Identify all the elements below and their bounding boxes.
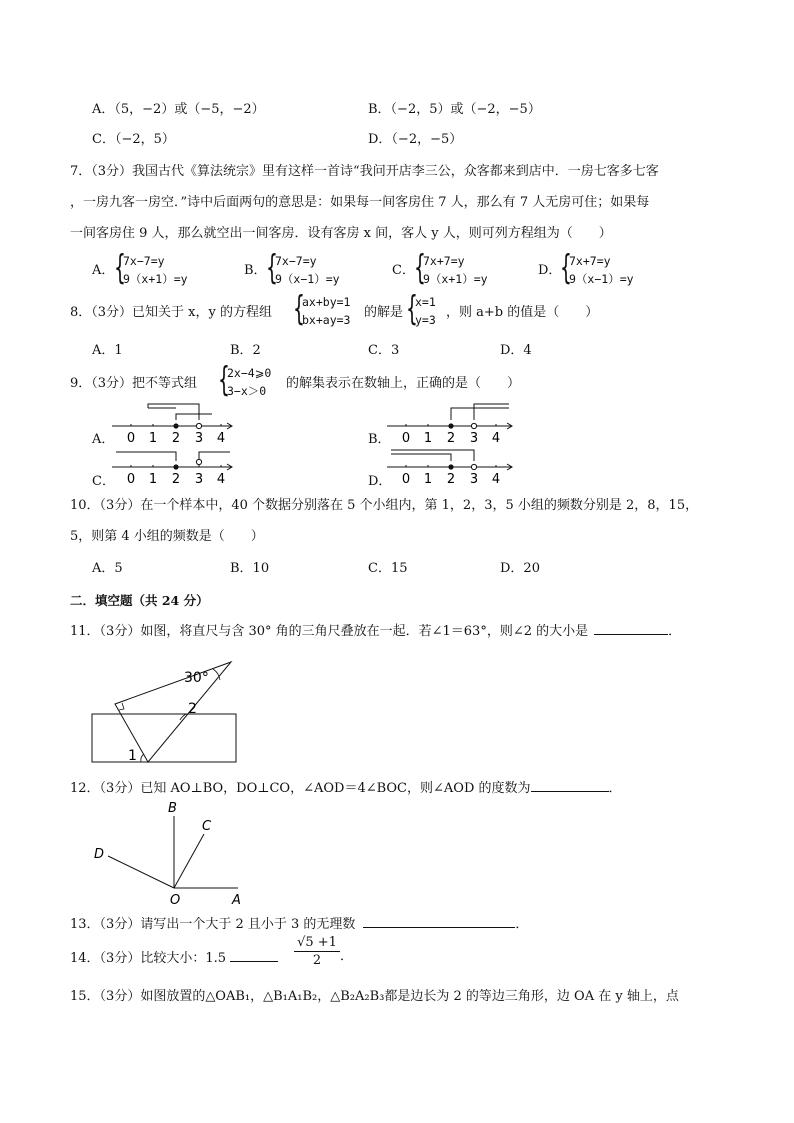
q9-prefix: 9．（3分）把不等式组 (70, 376, 198, 391)
q9-number-line-c (112, 446, 237, 490)
q7-line-2: ，一房九客一房空．”诗中后面两句的意思是：如果每一间客房住 7 人，那么有 7 人无房可住；如果每 (70, 195, 650, 210)
q7-option-a-label: A． (92, 263, 115, 278)
equation-row: 9（x+1）=y (123, 272, 188, 286)
q9-suffix: 的解集表示在数轴上，正确的是（ ） (286, 376, 521, 391)
q12-figure (88, 798, 258, 908)
equation-row: 7x+7=y (423, 254, 465, 268)
tick-label: 3 (194, 472, 204, 487)
q14-question: 14．（3分）比较大小：1.5 (70, 951, 226, 966)
q13-question: 13．（3分）请写出一个大于 2 且小于 3 的无理数 (70, 917, 356, 932)
section-title-fill-in: 二．填空题（共 24 分） (70, 593, 209, 608)
equation-row: y=3 (415, 313, 436, 327)
equation-row: 9（x−1）=y (569, 272, 634, 286)
q10-option-d: D．20 (500, 561, 540, 576)
answer-blank (363, 914, 515, 928)
q8-prefix: 8．（3分）已知关于 x，y 的方程组 (70, 305, 272, 320)
q10-line-2: 5，则第 4 小组的频数是（ ） (70, 529, 264, 544)
q9-number-line-b (387, 402, 517, 448)
fraction-numerator: √5 +1 (294, 934, 340, 952)
q10-option-a: A．5 (92, 561, 123, 576)
q6-option-b: B．（−2，5）或（−2，−5） (368, 102, 541, 117)
q6-option-d: D．（−2，−5） (368, 132, 463, 147)
label-o: O (170, 893, 181, 908)
q8-option-c: C．3 (368, 343, 400, 358)
q10-option-b: B．10 (230, 561, 270, 576)
equation-row: bx+ay=3 (302, 313, 351, 327)
q11-figure (88, 650, 248, 765)
q11-text (70, 621, 681, 641)
q15-text: 15．（3分）如图放置的△OAB₁，△B₁A₁B₂，△B₂A₂B₃都是边长为 2 的等边三角形，边 OA 在 y 轴上，点 (70, 989, 679, 1004)
q7-line-3: 一间客房住 9 人，那么就空出一间客房．设有客房 x 间，客人 y 人，则可列方程组为（ ） (70, 226, 612, 241)
q9-number-line-d (387, 446, 517, 490)
answer-blank (230, 948, 278, 962)
tick-label: 0 (401, 472, 411, 487)
tick-label: 2 (171, 472, 181, 487)
q9-option-d-label: D． (368, 474, 392, 489)
q10-option-c: C．15 (368, 561, 408, 576)
q8-option-d: D．4 (500, 343, 532, 358)
q7-option-c-system: { 7x+7=y 9（x+1）=y (414, 248, 488, 288)
q7-option-a-system: { 7x−7=y 9（x+1）=y (114, 248, 188, 288)
q12-text (70, 778, 622, 798)
q7-option-b-label: B． (244, 263, 267, 278)
q14-end: ． (340, 949, 354, 964)
equation-row: 9（x+1）=y (423, 272, 488, 286)
fraction-denominator: 2 (312, 953, 322, 968)
q10-line-1: 10．（3分）在一个样本中，40 个数据分别落在 5 个小组内，第 1，2，3，5 小组的频数分别是 2，8，15， (70, 498, 699, 513)
q9-option-b-label: B． (368, 432, 391, 447)
q6-option-a: A．（5，−2）或（−5，−2） (92, 102, 265, 117)
label-c: C (202, 819, 212, 834)
tick-label: 1 (423, 472, 433, 487)
tick-label: 3 (469, 472, 479, 487)
tick-label: 1 (148, 431, 158, 446)
label-a: A (232, 893, 241, 908)
tick-label: 3 (194, 431, 204, 446)
equation-row: 7x+7=y (569, 254, 611, 268)
inequality-row: 3−x＞0 (227, 384, 267, 398)
tick-label: 4 (216, 472, 226, 487)
equation-row: 7x−7=y (275, 254, 317, 268)
label-b: B (168, 801, 177, 816)
q9-option-a-label: A． (92, 432, 115, 447)
tick-label: 0 (401, 431, 411, 446)
q13-end: ． (515, 917, 529, 932)
tick-label: 2 (446, 431, 456, 446)
equation-row: 9（x−1）=y (275, 272, 340, 286)
q11-question: 11．（3分）如图，将直尺与含 30° 角的三角尺叠放在一起．若∠1＝63°，则∠2 的大小是 (70, 624, 589, 639)
q8-middle: 的解是 (364, 305, 404, 320)
tick-label: 4 (216, 431, 226, 446)
tick-label: 2 (446, 472, 456, 487)
tick-label: 1 (148, 472, 158, 487)
q11-end: ． (668, 624, 682, 639)
tick-label: 4 (491, 472, 501, 487)
label-angle-1: 1 (128, 748, 137, 764)
q14-fraction (294, 934, 340, 969)
answer-blank (531, 778, 609, 792)
q7-option-b-system: { 7x−7=y 9（x−1）=y (266, 248, 340, 288)
tick-label: 0 (126, 472, 136, 487)
q9-number-line-a (112, 402, 237, 448)
label-d: D (94, 847, 105, 862)
q13-text (70, 914, 528, 934)
label-30-degree: 30° (184, 670, 209, 686)
q7-option-d-label: D． (538, 263, 562, 278)
equation-row: ax+by=1 (302, 295, 351, 309)
q14-text (70, 948, 278, 968)
q8-solution: { x=1 y=3 (406, 289, 436, 329)
q12-end: ． (608, 781, 622, 796)
q12-question: 12．（3分）已知 AO⊥BO，DO⊥CO，∠AOD＝4∠BOC，则∠AOD 的度数为 (70, 781, 531, 796)
label-angle-2: 2 (188, 701, 197, 717)
q7-line-1: 7．（3分）我国古代《算法统宗》里有这样一首诗“我问开店李三公，众客都来到店中．一房七客多七客 (70, 164, 659, 179)
answer-blank (594, 621, 668, 635)
q9-system: { 2x−4⩾0 3−x＞0 (218, 360, 272, 400)
q6-option-c: C．（−2，5） (92, 132, 175, 147)
q7-option-c-label: C． (392, 263, 415, 278)
tick-label: 4 (491, 431, 501, 446)
equation-row: x=1 (415, 295, 436, 309)
tick-label: 0 (126, 431, 136, 446)
q8-system: { ax+by=1 bx+ay=3 (293, 289, 351, 329)
q8-suffix: ，则 a+b 的值是（ ） (446, 305, 599, 320)
tick-label: 3 (469, 431, 479, 446)
tick-label: 2 (171, 431, 181, 446)
q9-option-c-label: C． (92, 474, 115, 489)
inequality-row: 2x−4⩾0 (227, 366, 272, 380)
equation-row: 7x−7=y (123, 254, 165, 268)
tick-label: 1 (423, 431, 433, 446)
q7-option-d-system: { 7x+7=y 9（x−1）=y (560, 248, 634, 288)
q8-option-b: B．2 (230, 343, 261, 358)
q8-option-a: A．1 (92, 343, 123, 358)
